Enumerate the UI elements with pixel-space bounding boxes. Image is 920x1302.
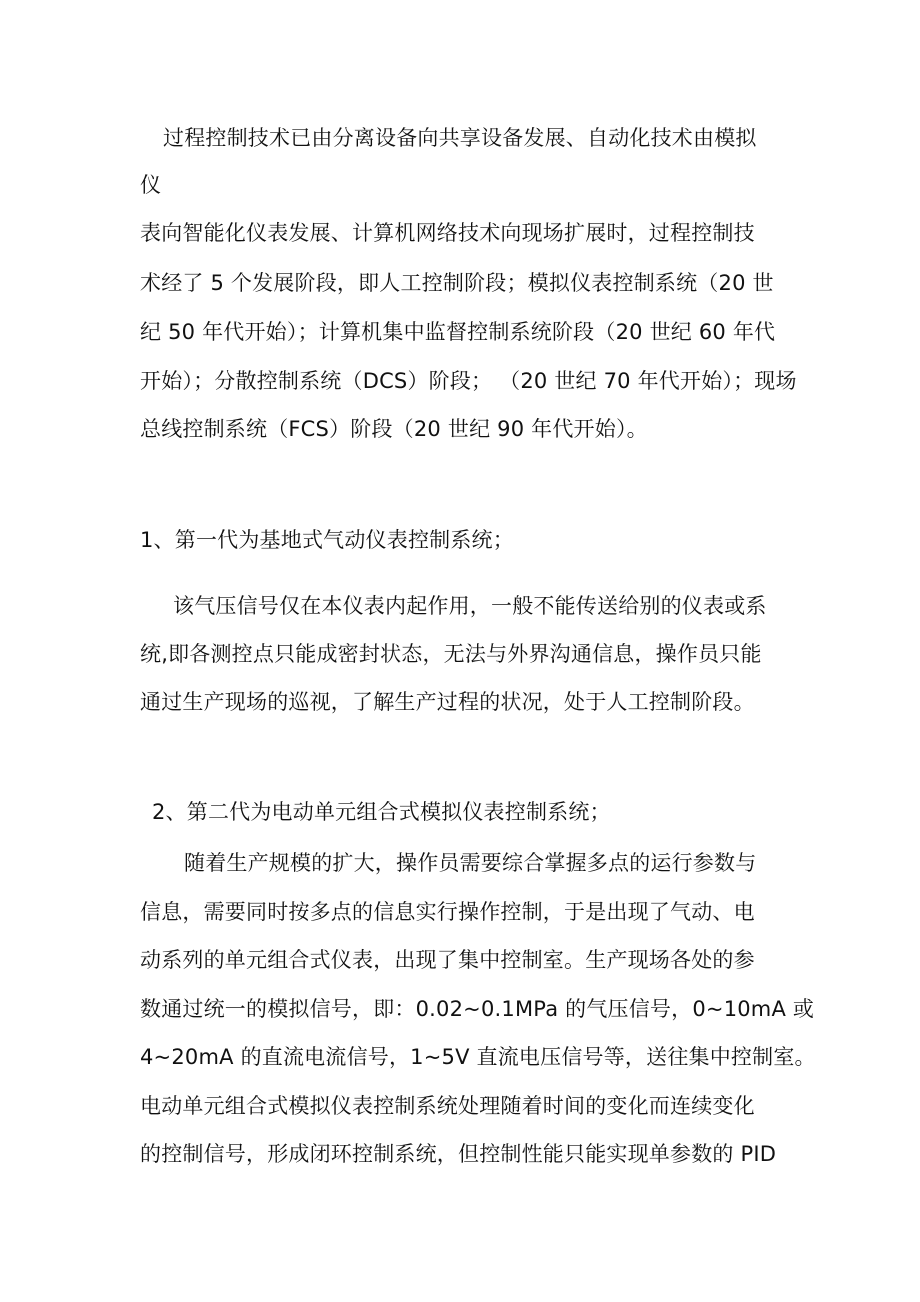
- intro-line-2: 仪: [140, 173, 162, 197]
- section-2-line-2: 信息，需要同时按多点的信息实行操作控制，于是出现了气动、电: [140, 900, 755, 924]
- section-heading-1: 1、第一代为基地式气动仪表控制系统；: [140, 528, 514, 552]
- intro-line-4: 术经了 5 个发展阶段，即人工控制阶段；模拟仪表控制系统（20 世: [140, 271, 774, 295]
- section-heading-2: 2、第二代为电动单元组合式模拟仪表控制系统；: [152, 800, 611, 824]
- section-1-line-1: 该气压信号仅在本仪表内起作用，一般不能传送给别的仪表或系: [173, 594, 767, 618]
- section-2-line-3: 动系列的单元组合式仪表，出现了集中控制室。生产现场各处的参: [140, 948, 755, 972]
- section-2-line-5: 4~20mA 的直流电流信号，1~5V 直流电压信号等，送往集中控制室。: [140, 1045, 816, 1069]
- section-1-line-3: 通过生产现场的巡视，了解生产过程的状况，处于人工控制阶段。: [140, 690, 755, 714]
- section-2-line-1: 随着生产规模的扩大，操作员需要综合掌握多点的运行参数与: [184, 851, 757, 875]
- intro-line-3: 表向智能化仪表发展、计算机网络技术向现场扩展时，过程控制技: [140, 221, 755, 245]
- intro-line-6: 开始）；分散控制系统（DCS）阶段； （20 世纪 70 年代开始）；现场: [140, 369, 797, 393]
- intro-line-1: 过程控制技术已由分离设备向共享设备发展、自动化技术由模拟: [163, 126, 757, 150]
- intro-line-7: 总线控制系统（FCS）阶段（20 世纪 90 年代开始）。: [140, 417, 648, 441]
- section-2-line-7: 的控制信号，形成闭环控制系统，但控制性能只能实现单参数的 PID: [140, 1142, 777, 1166]
- section-1-line-2: 统,即各测控点只能成密封状态，无法与外界沟通信息，操作员只能: [140, 642, 762, 666]
- intro-line-5: 纪 50 年代开始）；计算机集中监督控制系统阶段（20 世纪 60 年代: [140, 320, 776, 344]
- section-2-line-4: 数通过统一的模拟信号，即：0.02~0.1MPa 的气压信号，0~10mA 或: [140, 997, 815, 1021]
- section-2-line-6: 电动单元组合式模拟仪表控制系统处理随着时间的变化而连续变化: [140, 1094, 755, 1118]
